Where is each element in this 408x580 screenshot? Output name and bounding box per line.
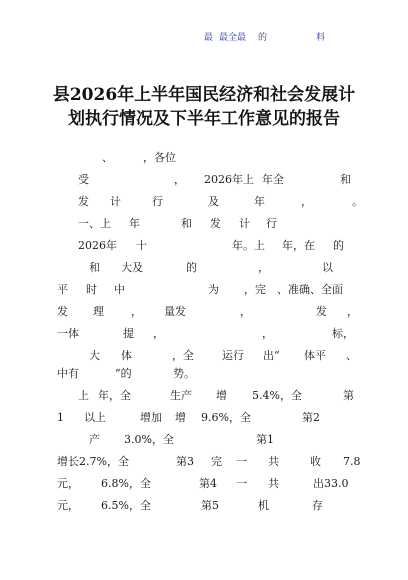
- body-text: 年。上: [232, 239, 265, 252]
- body-text: 的: [333, 239, 344, 252]
- body-text: 年，在: [282, 239, 315, 252]
- body-text: 十: [136, 239, 147, 252]
- body-text: 计: [239, 217, 250, 230]
- body-text: 行: [152, 195, 163, 208]
- body-text: 和: [340, 173, 351, 186]
- body-text: 平: [57, 283, 68, 296]
- body-text: 中: [114, 283, 125, 296]
- body-text: 3.0%，全: [124, 433, 174, 446]
- body-text: 发: [57, 305, 68, 318]
- header-text: 最全最: [219, 33, 247, 43]
- body-text: 共: [268, 455, 279, 468]
- body-text: 受: [78, 173, 89, 186]
- body-text: 5.4%，全: [252, 389, 302, 402]
- body-text: 生产: [170, 389, 192, 402]
- body-text: ，: [240, 305, 251, 318]
- body-text: ，: [262, 327, 273, 340]
- body-text: 年: [254, 195, 265, 208]
- body-text: 及: [208, 195, 219, 208]
- body-text: ，: [174, 173, 185, 186]
- body-text: 发: [316, 305, 327, 318]
- body-text: 完: [211, 455, 222, 468]
- body-text: 一: [236, 455, 247, 468]
- body-text: 第: [343, 389, 354, 402]
- body-text: 以上: [84, 411, 106, 424]
- body-text: 运行: [222, 349, 244, 362]
- body-text: ，: [153, 327, 164, 340]
- body-text: 7.8: [343, 455, 361, 468]
- body-text: 共: [268, 477, 279, 490]
- body-text: 大: [89, 349, 100, 362]
- body-text: 发: [78, 195, 89, 208]
- body-text: 一体: [57, 327, 79, 340]
- body-text: 存: [312, 499, 323, 512]
- body-text: 体平: [304, 349, 326, 362]
- body-text: 2026年: [78, 239, 117, 252]
- body-text: 元，: [57, 477, 79, 490]
- body-text: 时: [86, 283, 97, 296]
- body-text: 、: [346, 349, 357, 362]
- body-text: ，: [301, 195, 312, 208]
- body-text: 理: [93, 305, 104, 318]
- body-text: 6.5%，全: [101, 499, 151, 512]
- page-header: [0, 30, 408, 44]
- body-text: 大及: [121, 261, 143, 274]
- header-text: 最: [204, 33, 214, 43]
- body-text: 第5: [201, 499, 219, 512]
- body-text: 年: [129, 217, 140, 230]
- body-text: 增: [175, 411, 186, 424]
- body-text: 第1: [256, 433, 274, 446]
- body-text: 增长2.7%，全: [57, 455, 129, 468]
- body-text: 。: [352, 195, 363, 208]
- body-text: 为: [208, 283, 219, 296]
- body-text: 6.8%，全: [101, 477, 151, 490]
- body-text: 标，: [332, 327, 354, 340]
- body-text: 机: [258, 499, 269, 512]
- body-text: 第4: [199, 477, 217, 490]
- body-text: 的: [186, 261, 197, 274]
- body-text: 出33.0: [313, 477, 349, 490]
- body-text: 、: [102, 151, 113, 164]
- body-text: 第3: [176, 455, 194, 468]
- body-text: 提: [123, 327, 134, 340]
- body-text: 量发: [164, 305, 186, 318]
- body-text: 势。: [173, 367, 195, 380]
- body-text: 、准确、全面: [277, 283, 343, 296]
- body-text: 一: [236, 477, 247, 490]
- body-text: 体: [121, 349, 132, 362]
- body-text: 一、上: [78, 217, 111, 230]
- body-text: ，: [347, 305, 358, 318]
- body-text: 和: [181, 217, 192, 230]
- body-text: 9.6%，全: [201, 411, 251, 424]
- document-title-line-1: 县2026年上半年国民经济和社会发展计: [52, 85, 356, 105]
- body-text: 年全: [262, 173, 284, 186]
- body-text: 行: [266, 217, 277, 230]
- body-text: 第2: [302, 411, 320, 424]
- body-text: ，: [258, 261, 269, 274]
- body-text: 上: [78, 389, 89, 402]
- body-text: 以: [322, 261, 333, 274]
- body-text: 增: [216, 389, 227, 402]
- document-title-line-2: 划执行情况及下半年工作意见的报告: [68, 109, 340, 129]
- body-text: 1: [57, 411, 64, 424]
- body-text: ”的: [115, 367, 132, 380]
- body-text: 出“: [263, 349, 280, 362]
- body-text: 计: [110, 195, 121, 208]
- body-text: ，: [131, 305, 142, 318]
- body-text: 发: [210, 217, 221, 230]
- body-text: ，全: [172, 349, 194, 362]
- body-text: 中有: [57, 367, 79, 380]
- body-text: 和: [89, 261, 100, 274]
- header-text: 料: [316, 33, 326, 43]
- body-text: 增加: [140, 411, 162, 424]
- header-text: 的: [258, 33, 268, 43]
- body-text: ，完: [244, 283, 266, 296]
- body-text: 2026年上: [204, 173, 254, 186]
- body-text: 年，全: [98, 389, 131, 402]
- body-text: ，各位: [143, 151, 176, 164]
- body-text: 收: [310, 455, 321, 468]
- body-text: 元，: [57, 499, 79, 512]
- body-text: 产: [89, 433, 100, 446]
